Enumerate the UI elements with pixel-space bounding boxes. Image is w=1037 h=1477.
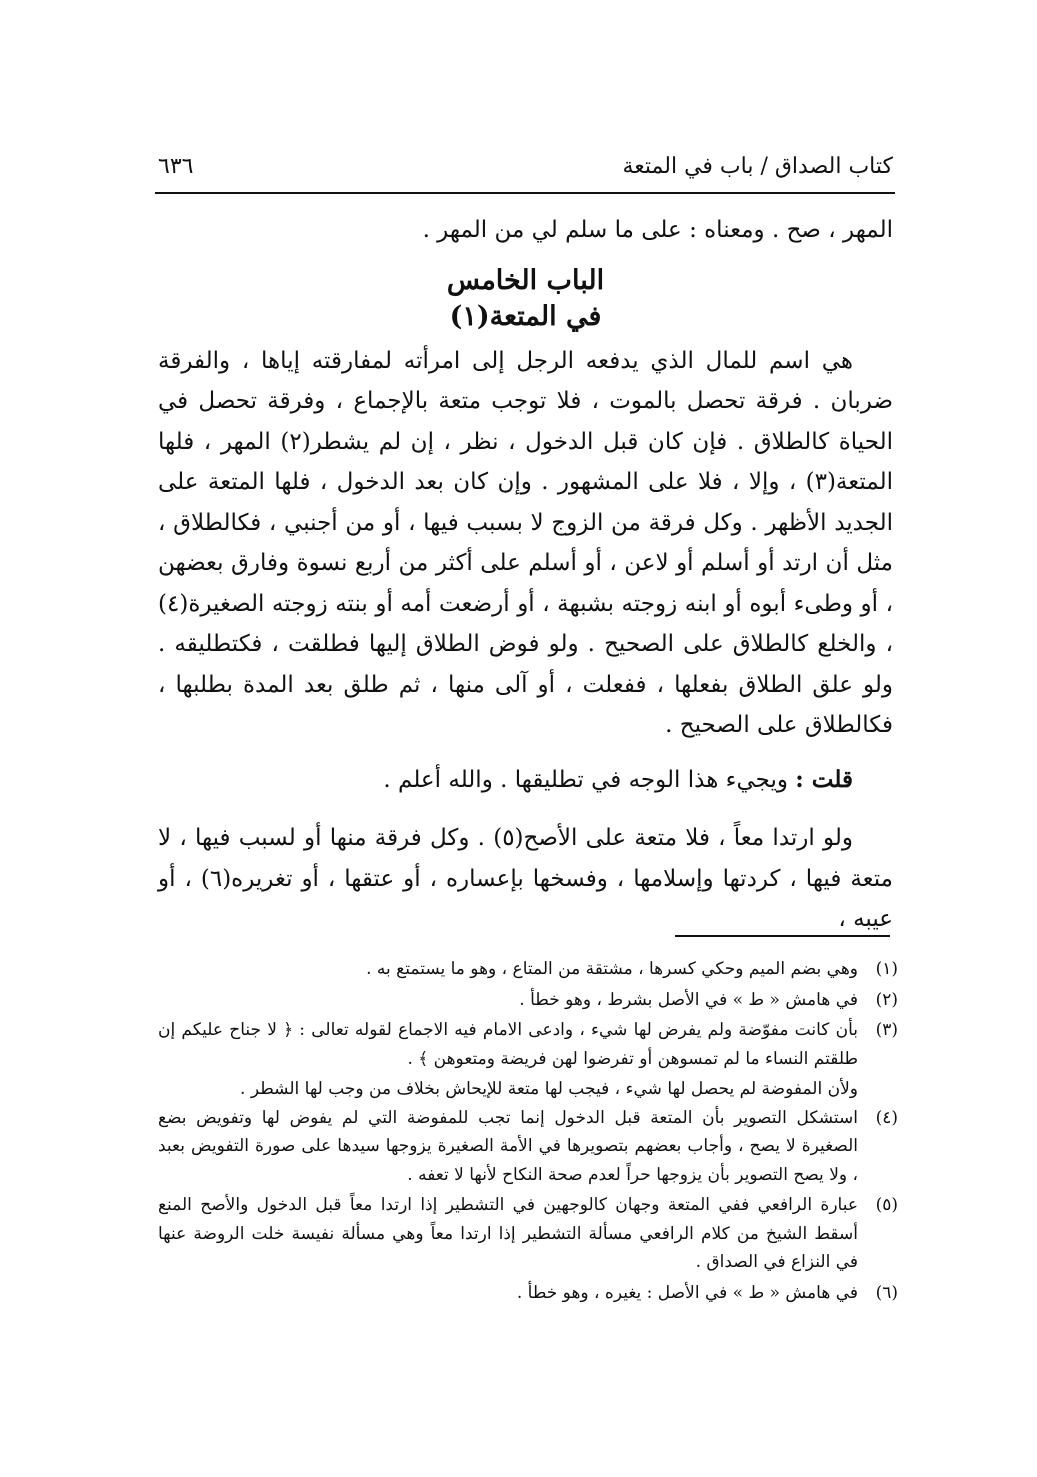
footnote-text: وهي بضم الميم وحكي كسرها ، مشتقة من المتاع ، وهو ما يستمتع به . [366, 959, 858, 979]
footnote-number: (٣) [875, 1020, 898, 1040]
footnote [158, 955, 898, 984]
footnotes [158, 955, 898, 1309]
qult-label: قلت : [795, 765, 853, 793]
page-number: ٦٣٦ [158, 153, 194, 179]
footnote-number: (٢) [875, 989, 898, 1010]
footnote-rule [675, 935, 890, 937]
chapter-heading-block [158, 263, 893, 335]
qult-text: ويجيء هذا الوجه في تطليقها . والله أعلم . [383, 766, 788, 793]
footnote-text: في هامش « ط » في الأصل : يغيره ، وهو خطأ . [516, 1282, 858, 1303]
footnote [158, 1016, 898, 1073]
footnote-number: (٦) [875, 1282, 898, 1303]
footnote-text: عبارة الرافعي ففي المتعة وجهان كالوجهين في التشطير إذا ارتدا معاً قبل الدخول والأصح المنع أسقط الشيخ من كلام الرافعي مسألة التشطير إذا ارتدا معاً وهي مسألة نفيسة خلت الروضة عنها في النزاع في الصداق . [158, 1195, 858, 1272]
paragraph-2: ولو ارتدا معاً ، فلا متعة على الأصح(٥) . وكل فرقة منها أو لسبب فيها ، لا متعة فيها ، كردتها وإسلامها ، وفسخها بإعساره ، أو عتقها ، أو تغريره(٦) ، أو عيبه ، [158, 825, 894, 932]
footnote [158, 986, 898, 1015]
footnote-number: (٥) [875, 1195, 898, 1215]
footnote-number: (١) [875, 959, 898, 979]
intro-line: المهر ، صح . ومعناه : على ما سلم لي من المهر . [422, 217, 893, 243]
main-text [158, 210, 893, 940]
running-title: كتاب الصداق / باب في المتعة [622, 153, 893, 179]
footnote [158, 1191, 898, 1277]
footnote-number: (٤) [875, 1107, 898, 1128]
chapter-heading: الباب الخامس [446, 264, 605, 296]
footnote-text: في هامش « ط » في الأصل بشرط ، وهو خطأ . [519, 989, 858, 1010]
footnote [158, 1104, 898, 1190]
chapter-subheading: في المتعة(١) [449, 300, 602, 332]
footnote-text: استشكل التصوير بأن المتعة قبل الدخول إنما تجب للمفوضة التي لم يفوض لها وتفويض بضع الصغيرة لا يصح ، وأجاب بعضهم بتصويرها في الأمة الصغيرة يزوجها سيدها على صورة التفويض بعبد ، ولا يصح التصوير بأن يزوجها حراً لعدم صحة النكاح لأنها لا تعفه . [158, 1107, 858, 1185]
footnote-text: بأن كانت مفوّضة ولم يفرض لها شيء ، وادعى الامام فيه الاجماع لقوله تعالى : ﴿ لا جناح عليكم إن طلقتم النساء ما لم تمسوهن أو تفرضوا لهن فريضة ومتعوهن ﴾ . [158, 1020, 858, 1069]
page-header [158, 148, 893, 184]
footnote [158, 1279, 898, 1308]
footnote-continuation: ولأن المفوضة لم يحصل لها شيء ، فيجب لها متعة للإيحاش بخلاف من وجب لها الشطر . [240, 1079, 858, 1099]
qult-paragraph [158, 760, 893, 801]
header-rule [155, 192, 895, 194]
paragraph-1: هي اسم للمال الذي يدفعه الرجل إلى امرأته لمفارقته إياها ، والفرقة ضربان . فرقة تحصل بالموت ، فلا توجب متعة بالإجماع ، وفرقة تحصل في الحياة كالطلاق . فإن كان قبل الدخول ، نظر ، إن لم يشطر(٢) المهر ، فلها المتعة(٣) ، وإلا ، فلا على المشهور . وإن كان بعد الدخول ، فلها المتعة على الجديد الأظهر . وكل فرقة من الزوج لا بسبب فيها ، أو من أجنبي ، فكالطلاق ، مثل أن ارتد أو أسلم أو لاعن ، أو أسلم على أكثر من أربع نسوة وفارق بعضهن ، أو وطىء أبوه أو ابنه زوجته بشبهة ، أو أرضعت أمه أو بنته زوجته الصغيرة(٤) ، والخلع كالطلاق على الصحيح . ولو فوض الطلاق إليها فطلقت ، فكتطليقه . ولو علق الطلاق بفعلها ، ففعلت ، أو آلى منها ، ثم طلق بعد المدة بطلبها ، فكالطلاق على الصحيح . [158, 347, 893, 738]
